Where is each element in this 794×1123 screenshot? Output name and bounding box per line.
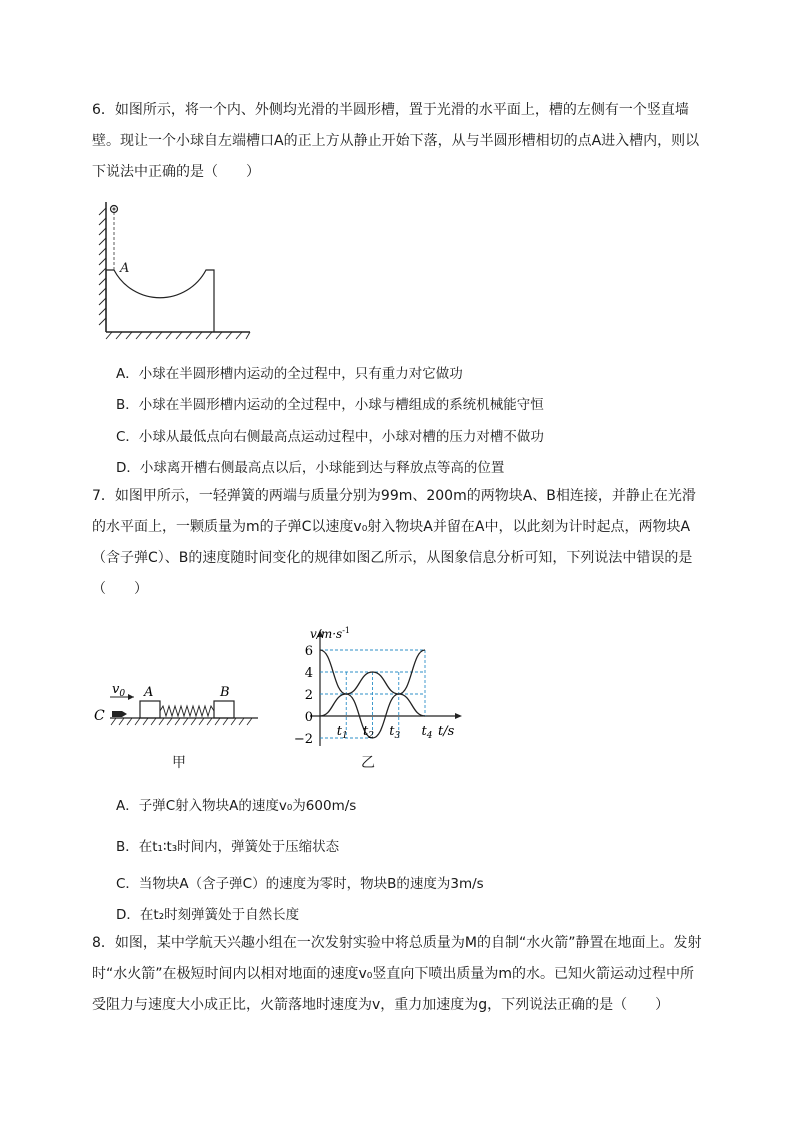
q7-figure-a-caption: 甲 [172, 755, 186, 771]
fig-a-C-label: C [94, 708, 105, 724]
y-tick-label: −2 [293, 732, 313, 747]
fig-a-B-label: B [220, 685, 230, 700]
q6-figure [94, 200, 254, 340]
q6-point-A-label: A [120, 261, 130, 276]
q6-option-b: B．小球在半圆形槽内运动的全过程中，小球与槽组成的系统机械能守恒 [116, 397, 544, 413]
fig-a-v0-label: $v_0$ [112, 682, 126, 699]
q7-option-b: B．在t₁∶t₃时间内，弹簧处于压缩状态 [116, 839, 340, 855]
q7-figure-b-caption: 乙 [361, 755, 375, 771]
x-tick-label: $t_2$ [363, 724, 374, 741]
fig-a-A-label: A [144, 685, 154, 700]
q6-stem: 6．如图所示，将一个内、外侧均光滑的半圆形槽，置于光滑的水平面上，槽的左侧有一个竖直墙壁。现让一个小球自左端槽口A的正上方从静止开始下落，从与半圆形槽相切的点A进入槽内，则以下说法中正确的是（ ） [92, 102, 700, 180]
q7-option-c: C．当物块A（含子弹C）的速度为零时，物块B的速度为3m/s [116, 876, 484, 892]
q7-velocity-time-chart [280, 622, 470, 752]
q7-figure-a [94, 678, 260, 738]
x-tick-label: $t_3$ [389, 724, 401, 741]
chart-x-tick-labels [337, 724, 433, 741]
bullet-shape [112, 711, 127, 717]
chart-x-axis-arrow [455, 713, 462, 719]
q6-option-a: A．小球在半圆形槽内运动的全过程中，只有重力对它做功 [116, 366, 463, 382]
chart-y-axis-label: $v/m\cdot s^{-1}$ [310, 626, 350, 641]
chart-y-tick-labels [294, 644, 313, 747]
x-tick-label: $t_4$ [421, 724, 433, 741]
q7-option-a: A．子弹C射入物块A的速度v₀为600m/s [116, 798, 357, 814]
chart-x-axis-label: t/s [438, 724, 455, 739]
y-tick-label: 4 [304, 666, 313, 681]
x-tick-label: $t_1$ [336, 724, 348, 741]
q8-stem: 8．如图，某中学航天兴趣小组在一次发射实验中将总质量为M的自制“水火箭”静置在地面上。发射时“水火箭”在极短时间内以相对地面的速度v₀竖直向下喷出质量为m的水。已知火箭运动过程中所受阻力与速度大小成正比，火箭落地时速度为v，重力加速度为g，下列说法正确的是（ ） [92, 935, 702, 1013]
q7-stem: 7．如图甲所示，一轻弹簧的两端与质量分别为99m、200m的两物块A、B相连接，并静止在光滑的水平面上，一颗质量为m的子弹C以速度v₀射入物块A并留在A中，以此刻为计时起点，两物块A（含子弹C）、B的速度随时间变化的规律如图乙所示，从图象信息分析可知，下列说法中错误的是（ ） [92, 488, 696, 597]
q6-option-c: C．小球从最低点向右侧最高点运动过程中，小球对槽的压力对槽不做功 [116, 429, 544, 445]
q6-option-d: D．小球离开槽右侧最高点以后，小球能到达与释放点等高的位置 [116, 460, 505, 476]
y-tick-label: 2 [304, 688, 313, 703]
y-tick-label: 6 [304, 644, 313, 659]
chart-dashed-guides [320, 650, 425, 738]
y-tick-label: 0 [304, 710, 313, 725]
spring [160, 706, 214, 716]
q7-option-d: D．在t₂时刻弹簧处于自然长度 [116, 907, 300, 923]
